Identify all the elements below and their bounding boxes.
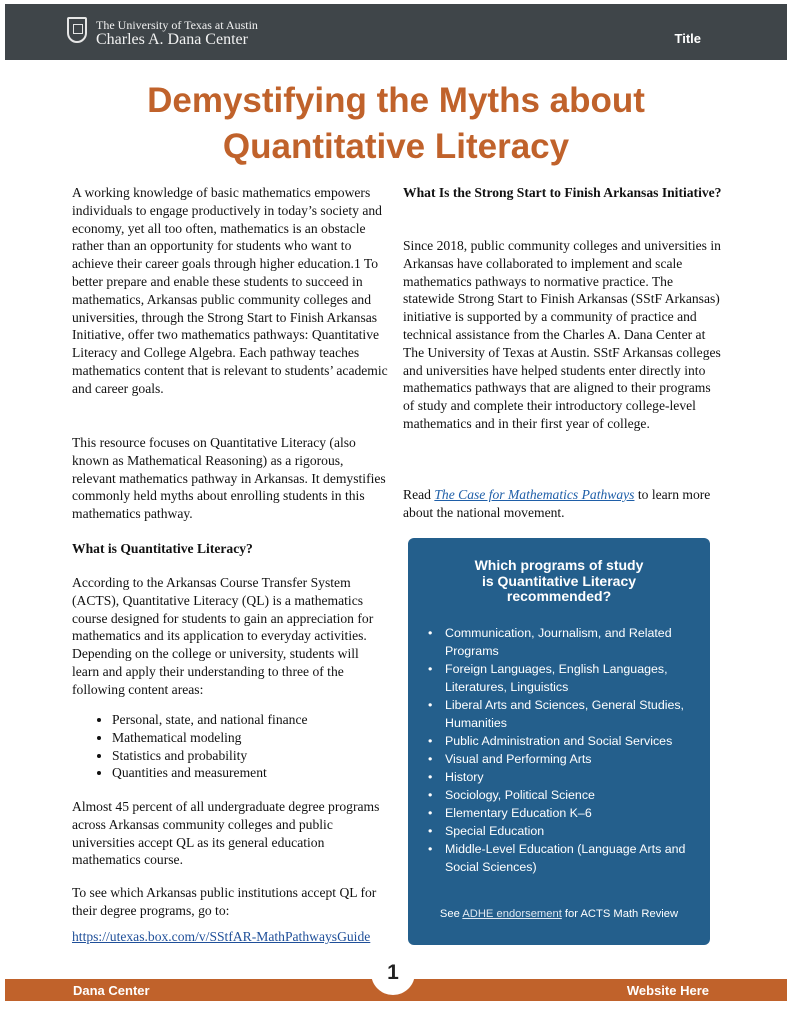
- title-line2: Quantitative Literacy: [222, 127, 570, 166]
- read-prefix: Read: [403, 487, 435, 502]
- content-areas-list-wrap: [72, 711, 388, 782]
- read-paragraph: [403, 486, 723, 522]
- org-line1: The University of Texas at Austin: [96, 18, 258, 32]
- foot-prefix: See: [439, 908, 463, 920]
- initiative-heading: What Is the Strong Start to Finish Arkansas Initiative?: [403, 185, 722, 200]
- content-areas-list: [72, 711, 388, 782]
- focus-paragraph: [72, 434, 388, 523]
- list-item: • Statistics and probability: [112, 747, 388, 765]
- initiative-text: Since 2018, public community colleges and universities in Arkansas have collaborated to implement and scale mathematics pathways to normative practice. The statewide Strong Start to Finish Arkansas (SStF Arkansas) initiative is supported by a community of practice and technical assistance from the Charles A. Dana Center at The University of Texas at Austin. SStF Arkansas colleges and universities have helped students enter directly into mathematics pathways that are aligned to their programs of study and complete their introductory college-level mathematics and in their first year of college.: [403, 238, 721, 431]
- list-item: • History: [426, 768, 698, 786]
- page-number: 1: [371, 951, 415, 995]
- callout-title-line1: Which programs of study: [474, 557, 644, 573]
- list-item: • Communication, Journalism, and Related Programs: [426, 624, 698, 660]
- ut-seal-icon: [67, 17, 87, 43]
- callout-title-line3: recommended?: [506, 588, 612, 604]
- callout-title-line2: is Quantitative Literacy: [481, 572, 637, 589]
- list-item: • Liberal Arts and Sciences, General Studies, Humanities: [426, 696, 698, 732]
- footer-org: Dana Center: [73, 983, 150, 998]
- title-line1: Demystifying the Myths about: [147, 81, 645, 120]
- header-title: Title: [674, 31, 701, 46]
- page-header: [5, 4, 787, 60]
- callout-title: [408, 558, 710, 605]
- percent-paragraph: [72, 798, 388, 869]
- programs-list: [426, 624, 698, 876]
- intro-paragraph: [72, 184, 388, 398]
- list-item: • Mathematical modeling: [112, 729, 388, 747]
- read-suffix: to learn more about the national movement.: [403, 487, 711, 520]
- intro-text: A working knowledge of basic mathematics empowers individuals to engage productively in today’s society and economy, yet all too often, mathematics is an obstacle rather than an opportunity for students who want to achieve their career goals through higher education.1 To better prepare and enable these students to succeed in mathematics, Arkansas public community colleges and universities, through the Strong Start to Finish Arkansas Initiative, offer two mathematics pathways: Quantitative Literacy and College Algebra. Each pathway teaches mathematics content that is relevant to students’ academic and career goals.: [72, 185, 388, 396]
- case-link[interactable]: The Case for Mathematics Pathways: [434, 487, 635, 502]
- list-item: • Middle-Level Education (Language Arts and Social Sciences): [426, 840, 698, 876]
- list-item: • Foreign Languages, English Languages, Literatures, Linguistics: [426, 660, 698, 696]
- initiative-paragraph: [403, 237, 723, 433]
- guide-link[interactable]: https://utexas.box.com/v/SStfAR-MathPathwaysGuide: [72, 929, 371, 944]
- list-item: • Public Administration and Social Services: [426, 732, 698, 750]
- guide-link-wrap: [72, 928, 388, 946]
- foot-suffix: for ACTS Math Review: [561, 908, 679, 920]
- footer-website: Website Here: [626, 983, 709, 998]
- callout-footnote: [408, 908, 710, 920]
- org-line2: Charles A. Dana Center: [96, 31, 248, 48]
- list-item: • Special Education: [426, 822, 698, 840]
- focus-text: This resource focuses on Quantitative Literacy (also known as Mathematical Reasoning) as a rigorous, relevant mathematics pathway in Arkansas. It demystifies commonly held myths about enrolling students in this mathematics pathway.: [72, 435, 386, 522]
- read-text: [403, 486, 723, 522]
- list-item: • Visual and Performing Arts: [426, 750, 698, 768]
- see-paragraph: [72, 884, 388, 920]
- page-title: [40, 78, 752, 170]
- programs-callout: [408, 538, 710, 945]
- ql-heading: What is Quantitative Literacy?: [72, 541, 253, 556]
- acts-text: According to the Arkansas Course Transfer System (ACTS), Quantitative Literacy (QL) is a mathematics course designed for students to gain an appreciation for mathematics and its application to everyday activities. Depending on the college or university, students will learn and apply their understanding to three of the following content areas:: [72, 575, 374, 697]
- adhe-link[interactable]: ADHE endorsement: [462, 908, 562, 920]
- list-item: • Personal, state, and national finance: [112, 711, 388, 729]
- percent-text: Almost 45 percent of all undergraduate degree programs across Arkansas community colleges and public universities accept QL as its general education mathematics course.: [72, 799, 380, 868]
- list-item: • Elementary Education K–6: [426, 804, 698, 822]
- acts-paragraph: [72, 574, 388, 699]
- list-item: • Quantities and measurement: [112, 764, 388, 782]
- list-item: • Sociology, Political Science: [426, 786, 698, 804]
- see-text: To see which Arkansas public institutions accept QL for their degree programs, go to:: [72, 885, 377, 918]
